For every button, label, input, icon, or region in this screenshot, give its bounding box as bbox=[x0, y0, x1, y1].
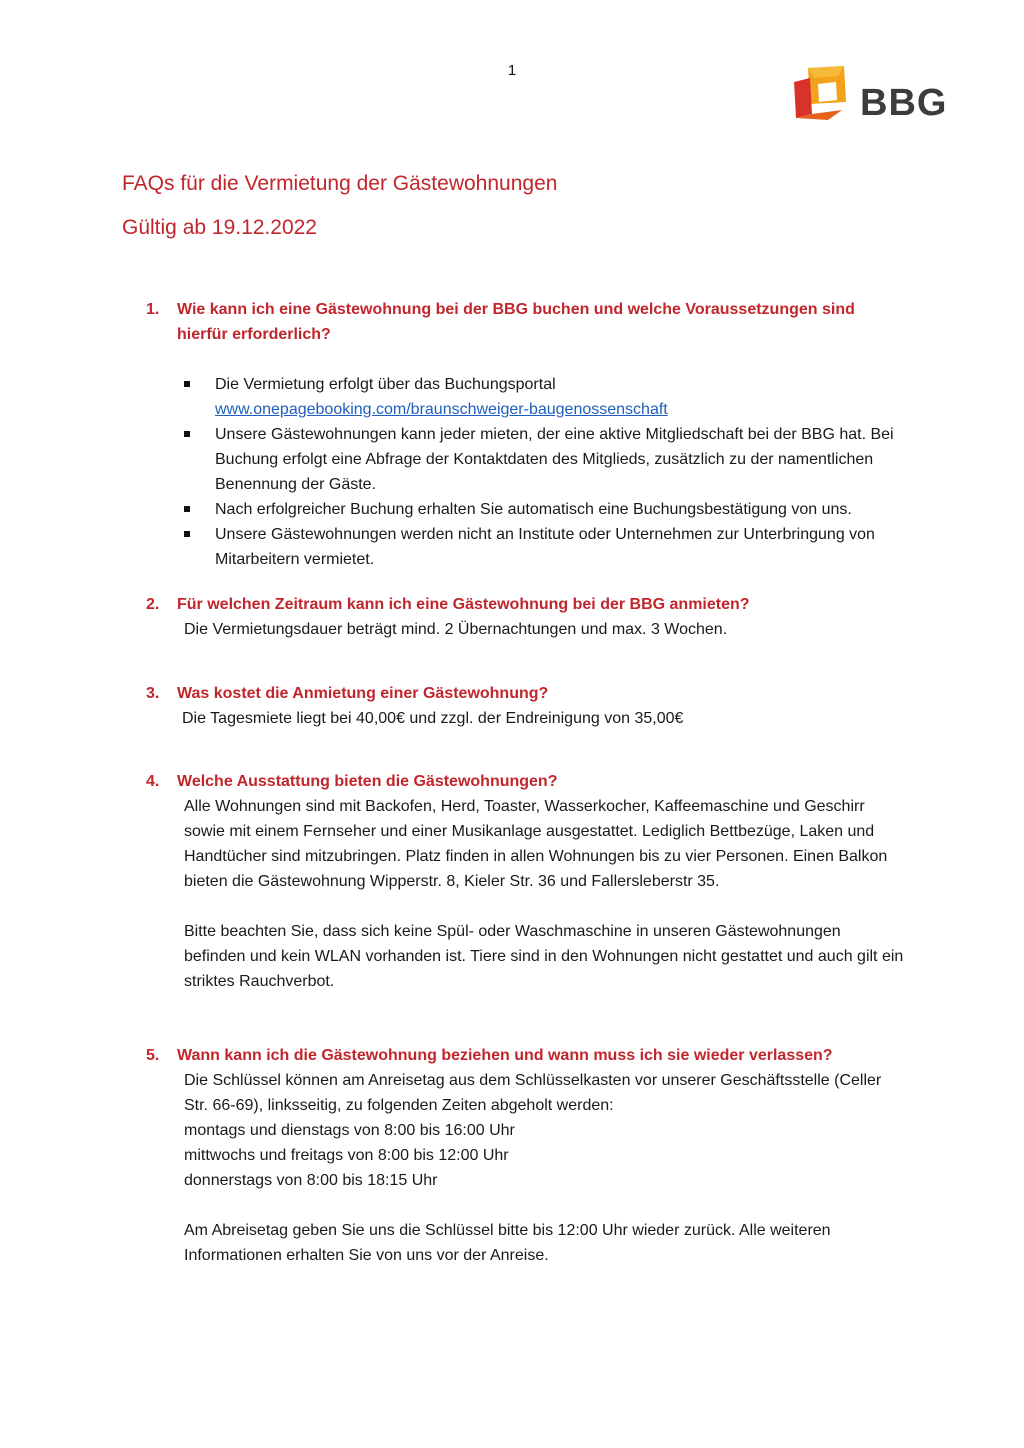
faq-number: 5. bbox=[146, 1047, 160, 1064]
list-item bbox=[184, 522, 904, 572]
answer-paragraph: Alle Wohnungen sind mit Backofen, Herd, Toaster, Wasserkocher, Kaffeemaschine und Geschirr sowie mit einem Fernseher und einer Musikanlage ausgestattet. Lediglich Bettbezüge, Laken und Handtücher sind mitzubringen. Platz finden in allen Wohnungen bis zu vier Personen. Einen Balkon bieten die Gästewohnung Wipperstr. 8, Kieler Str. 36 und Fallersleberstr 35. bbox=[184, 798, 888, 890]
page-subtitle: Gültig ab 19.12.2022 bbox=[122, 216, 317, 239]
faq-question-1 bbox=[146, 297, 906, 347]
faq-question-text: Für welchen Zeitraum kann ich eine Gästewohnung bei der BBG anmieten? bbox=[177, 596, 750, 613]
bullet-text: Unsere Gästewohnungen werden nicht an Institute oder Unternehmen zur Unterbringung von Mitarbeitern vermietet. bbox=[215, 526, 875, 568]
pickup-time: montags und dienstags von 8:00 bis 16:00 Uhr bbox=[184, 1122, 515, 1139]
faq-answer-5 bbox=[184, 1068, 904, 1268]
logo-cube-icon bbox=[788, 62, 858, 126]
answer-paragraph: Die Schlüssel können am Anreisetag aus dem Schlüsselkasten vor unserer Geschäftsstelle (Celler Str. 66-69), linksseitig, zu folgenden Zeiten abgeholt werden: bbox=[184, 1072, 882, 1114]
bullet-text: Die Vermietung erfolgt über das Buchungsportal bbox=[215, 376, 556, 393]
faq-number: 4. bbox=[146, 773, 160, 790]
list-item bbox=[184, 497, 904, 522]
page-title: FAQs für die Vermietung der Gästewohnungen bbox=[122, 172, 558, 195]
faq-question-text: Was kostet die Anmietung einer Gästewohnung? bbox=[177, 685, 549, 702]
bullet-text: Nach erfolgreicher Buchung erhalten Sie automatisch eine Buchungsbestätigung von uns. bbox=[215, 501, 852, 518]
faq-question-4 bbox=[146, 769, 906, 794]
faq-number: 2. bbox=[146, 596, 160, 613]
faq-question-2 bbox=[146, 592, 906, 617]
faq-number: 3. bbox=[146, 685, 160, 702]
answer-paragraph: Am Abreisetag geben Sie uns die Schlüssel bitte bis 12:00 Uhr wieder zurück. Alle weiteren Informationen erhalten Sie von uns vor der Anreise. bbox=[184, 1222, 831, 1264]
answer-paragraph: Bitte beachten Sie, dass sich keine Spül- oder Waschmaschine in unseren Gästewohnungen befinden und kein WLAN vorhanden ist. Tiere sind in den Wohnungen nicht gestattet und auch gilt ein striktes Rauchverbot. bbox=[184, 923, 904, 990]
faq-question-3 bbox=[146, 681, 906, 706]
pickup-time: donnerstags von 8:00 bis 18:15 Uhr bbox=[184, 1172, 438, 1189]
faq-answer-3: Die Tagesmiete liegt bei 40,00€ und zzgl. der Endreinigung von 35,00€ bbox=[182, 710, 684, 727]
faq-answer-2: Die Vermietungsdauer beträgt mind. 2 Übernachtungen und max. 3 Wochen. bbox=[184, 621, 728, 638]
faq-number: 1. bbox=[146, 301, 160, 318]
page-number: 1 bbox=[507, 62, 517, 79]
bbg-logo bbox=[788, 62, 948, 126]
faq-answer-4 bbox=[184, 794, 904, 994]
bullet-text: Unsere Gästewohnungen kann jeder mieten, der eine aktive Mitgliedschaft bei der BBG hat. Bei Buchung erfolgt eine Abfrage der Kontaktdaten des Mitglieds, zusätzlich zu der namentlichen Benennung der Gäste. bbox=[215, 426, 894, 493]
pickup-time: mittwochs und freitags von 8:00 bis 12:00 Uhr bbox=[184, 1147, 509, 1164]
faq-1-bullet-list bbox=[184, 372, 904, 572]
faq-question-5 bbox=[146, 1043, 906, 1068]
faq-question-text: Wann kann ich die Gästewohnung beziehen und wann muss ich sie wieder verlassen? bbox=[177, 1047, 833, 1064]
list-item bbox=[184, 422, 904, 497]
faq-question-text: Welche Ausstattung bieten die Gästewohnungen? bbox=[177, 773, 558, 790]
booking-portal-link[interactable]: www.onepagebooking.com/braunschweiger-baugenossenschaft bbox=[215, 401, 668, 418]
list-item bbox=[184, 372, 904, 422]
logo-text: BBG bbox=[860, 82, 948, 124]
faq-question-text: Wie kann ich eine Gästewohnung bei der BBG buchen und welche Voraussetzungen sind hierfür erforderlich? bbox=[177, 301, 855, 343]
